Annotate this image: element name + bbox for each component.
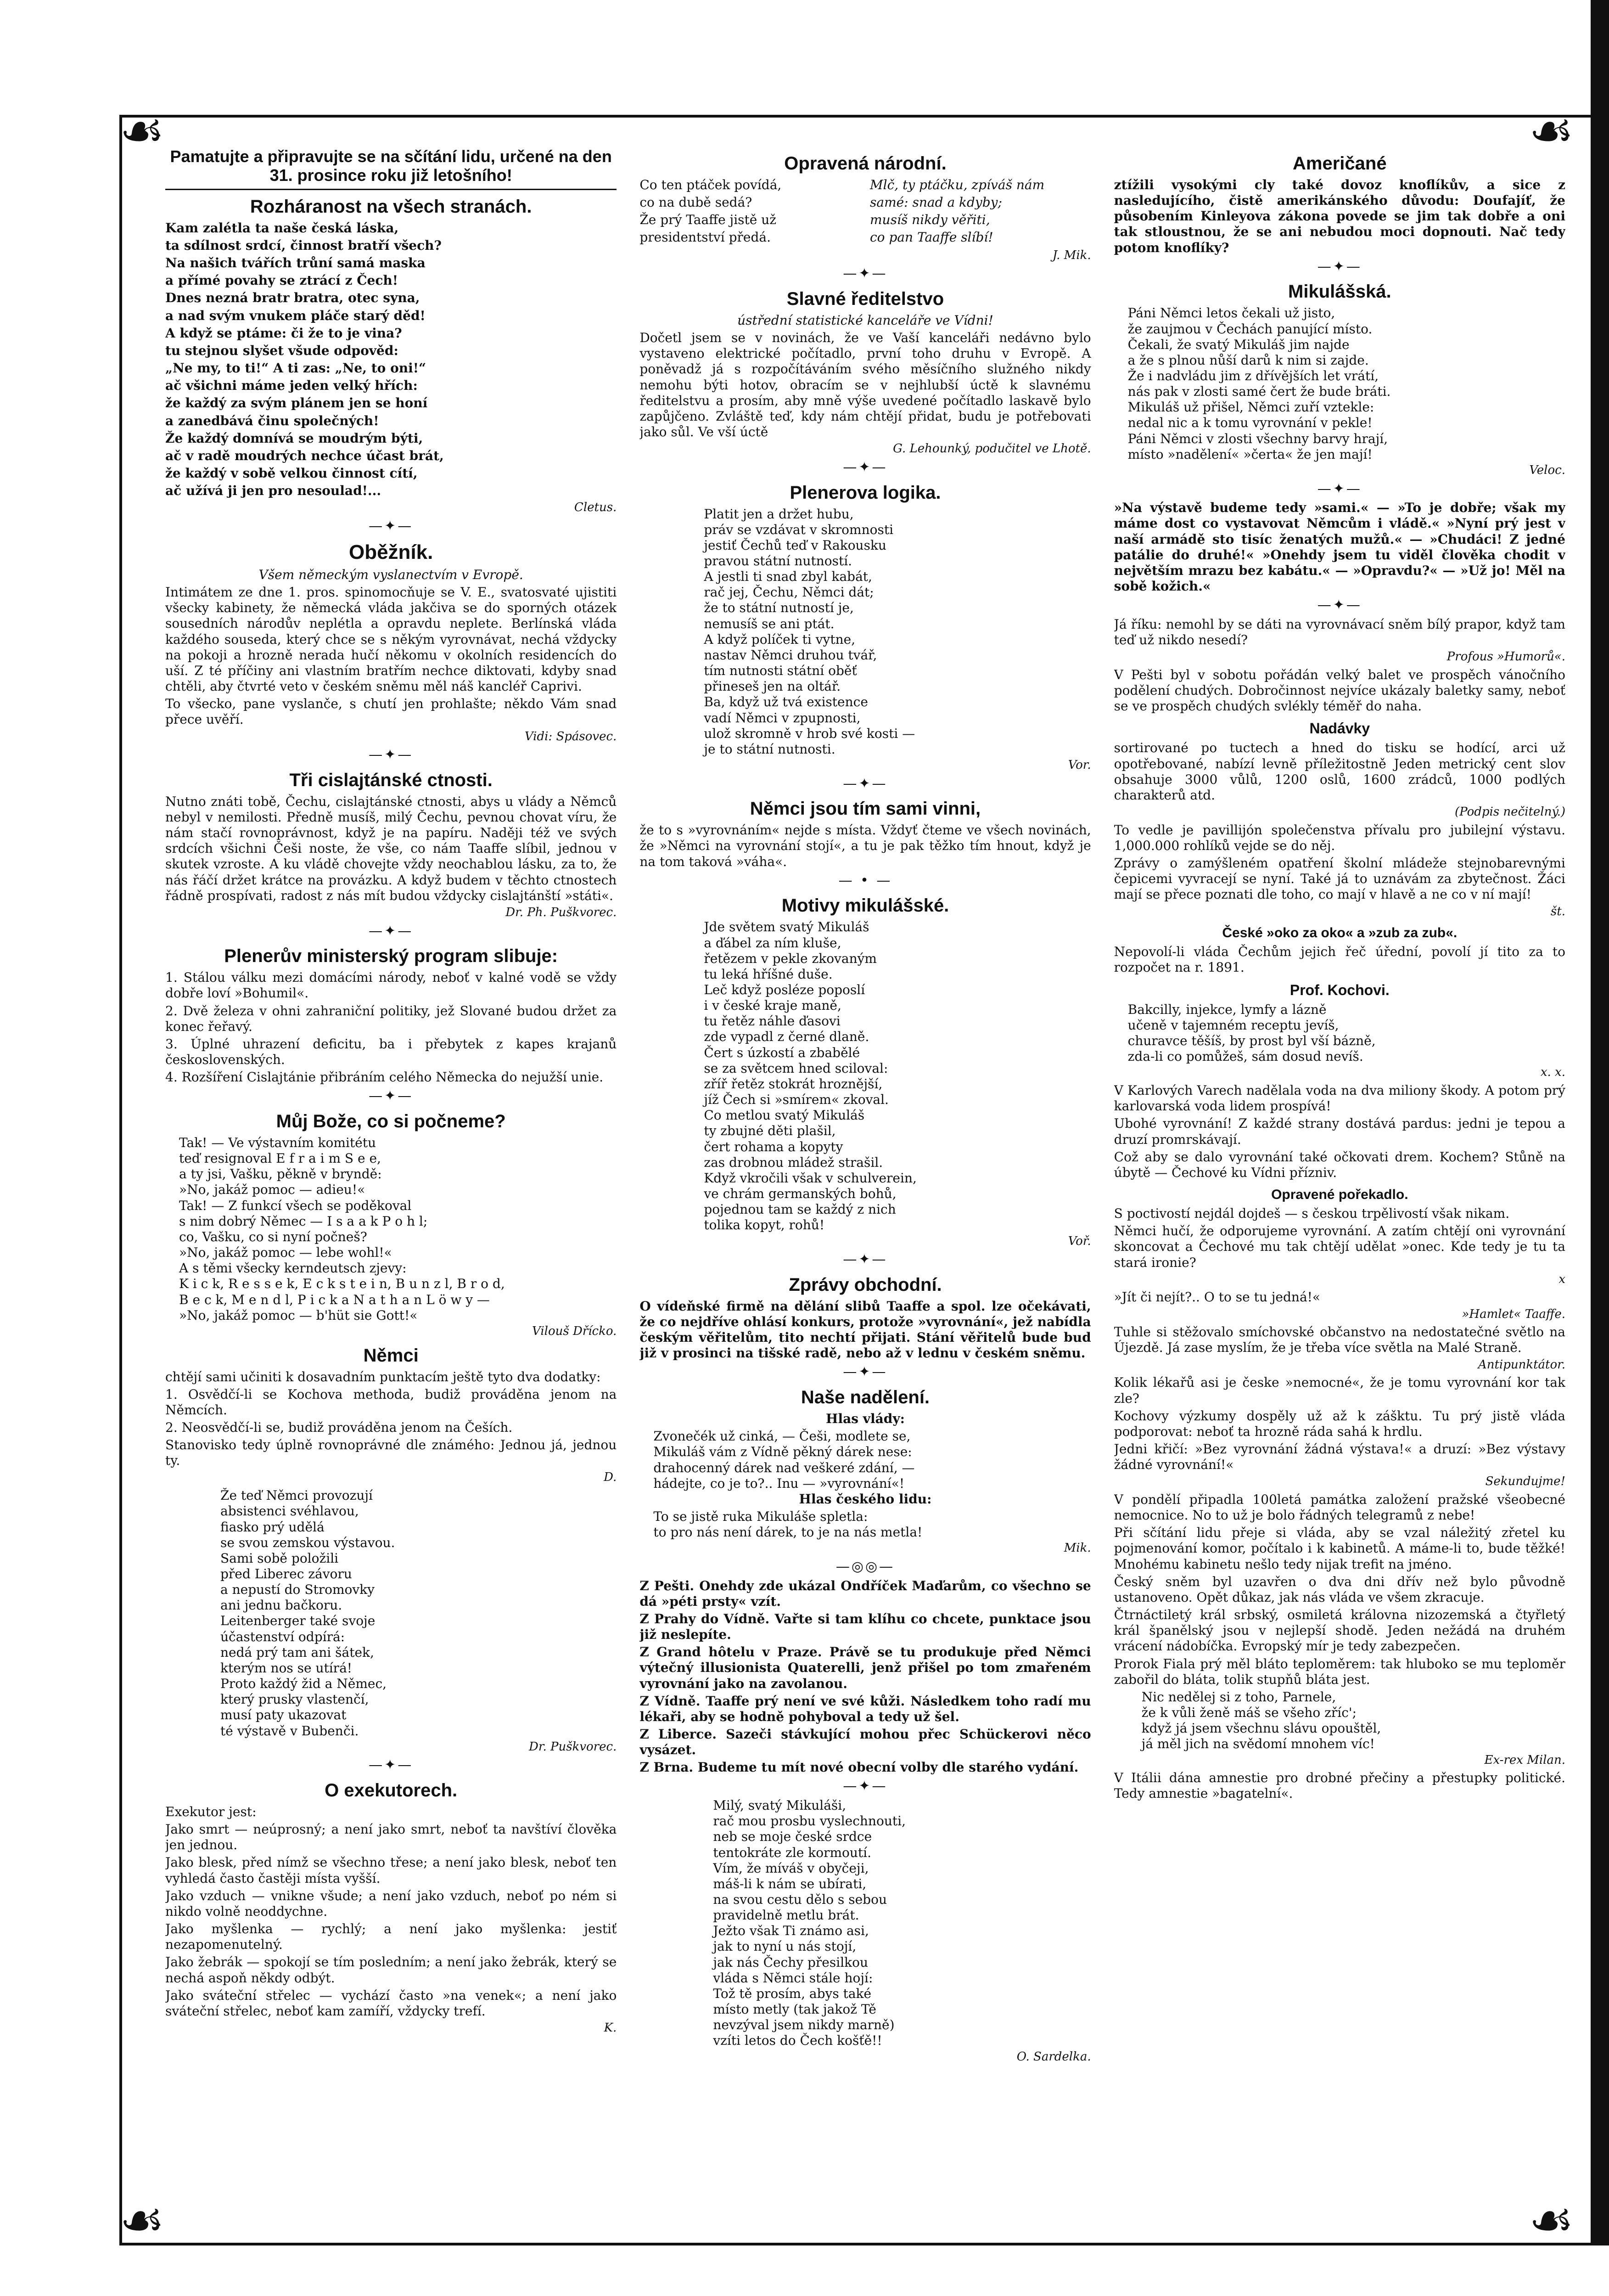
poem-line: Kam zalétla ta naše česká láska, [165, 220, 399, 236]
poem-line: a ty jsi, Vašku, pěkně v bryndě: [179, 1166, 382, 1182]
tuhle-signature: Antipunktátor. [1478, 1357, 1565, 1372]
vystave-body: »Na výstavě budeme tedy »sami.« — »To je dobře; však my máme dost co vystavovat Němcům i vládě.« »Nyní prý jest v naší armádě sto tisíc ženatých mužů.« — »Chudáci! Z jedné patálie do druhé!« »Onehdy jsem tu viděl člověka chodit v největším mrazu bez kabátu.« — »Opravdu?« — »Už jo! Měl na sobě kožich.« [1114, 500, 1565, 594]
poem-line: Nic nedělej si z toho, Parnele, [1141, 1689, 1336, 1705]
poem-line: teď resignoval E f r a i m S e e, [179, 1151, 381, 1166]
poem-line: se za světcem hned sciloval: [704, 1060, 888, 1076]
poem-line: na svou cestu dělo s sebou [713, 1892, 887, 1907]
koch-poem [1114, 1002, 1565, 1065]
poem-line: té výstavě v Bubenči. [220, 1723, 359, 1739]
poem-line: Mlč, ty ptáčku, zpíváš nám [870, 177, 1045, 192]
poem-line: jíž Čech si »smírem« zkoval. [704, 1092, 889, 1108]
poem-line: nevzýval jsem nikdy marně) [713, 2017, 895, 2033]
poem-line: ani jednu bačkoru. [220, 1598, 342, 1613]
poem-line: a že s plnou nůší darů k nim si zajde. [1127, 352, 1369, 368]
poem-line: čert rohama a kopyty [704, 1139, 843, 1154]
italie-body: V Itálii dána amnestie pro drobné přečiny a přestupky politické. Tedy amnestie »bagatelní«. [1114, 1770, 1565, 1801]
cesky-snem-body: Český sněm byl uzavřen o dva dni dřív než bylo původně ustanoveno. Opět důkaz, jak nás vláda ve všem zkracuje. [1114, 1574, 1565, 1605]
americane-body: ztížili vysokými cly také dovoz knoflíkův, a sice z nasledujícího, čistě amerikánského důvodu: Doufajíť, že působením Kinleyova zákona povede se jim tak dobře a oni tak stloustnou, že se ani nebudou moci dopnouti. Nač tedy potom knoflíky? [1114, 177, 1565, 255]
poem-line: Zvonečék už cinká, — Češi, modlete se, [653, 1429, 911, 1444]
poem-line: ta sdílnost srdcí, činnost bratří všech? [165, 237, 442, 253]
poem-line: co na dubě sedá? [639, 195, 752, 210]
jedni-body: Jedni křičí: »Bez vyrovnání žádná výstava!« a druzí: »Bez výstavy žádné vyrovnání!« [1114, 1441, 1565, 1473]
poem-line: Čekali, že svatý Mikuláš jim najde [1127, 337, 1350, 352]
poem-line: rač jej, Čechu, Němci dát; [704, 585, 874, 600]
nemci-body: chtějí sami učiniti k dosavadním punktacím ještě tyto dva dodatky: [165, 1369, 601, 1384]
poem-line: Že teď Němci provozují [220, 1488, 373, 1503]
poem-line: co, Vašku, co si nyní počneš? [179, 1229, 367, 1244]
poem-line: pravou státní nutností. [704, 553, 852, 568]
nadavky-title: Nadávky [1309, 720, 1370, 737]
poem-line: místo metly (tak jakož Tě [713, 2002, 876, 2017]
poem-line: »No, jakáž pomoc — b'hüt sie Gott!« [179, 1307, 418, 1323]
zpravy-title: Zprávy obchodní. [789, 1274, 942, 1295]
poem-line: vláda s Němci stále hojí: [713, 1970, 873, 1986]
poem-line: řetězem v pekle zkovaným [704, 951, 877, 966]
opravena-signature: J. Mik. [1052, 248, 1091, 262]
exekutor-title: O exekutorech. [325, 1780, 458, 1801]
poem-line: Tož tě prosím, abys také [713, 1986, 872, 2001]
poem-line: neb se moje české srdce [713, 1829, 872, 1845]
obeznik-subtitle: Všem německým vyslanectvím v Evropě. [258, 567, 523, 582]
divider-ornament-icon: —◎◎— [835, 1559, 895, 1575]
poem-line: Dnes nezná bratr bratra, otec syna, [165, 290, 420, 306]
poem-line: »No, jakáž pomoc — lebe wohl!« [179, 1245, 392, 1261]
program-list [165, 970, 617, 1085]
poem-line: ač v radě moudrých nechce účast brát, [165, 448, 444, 463]
nadeleni-signature: Mik. [1064, 1541, 1091, 1555]
exekutor-list [165, 1822, 617, 2019]
list-item: Jako myšlenka — rychlý; a není jako myšlenka: jestiť nezapomenutelný. [165, 1921, 617, 1953]
zpravy-body: O vídeňské firmě na dělání slibů Taaffe a spol. lze očekávati, že co nejdříve ohlásí konkurs, protože »vyrovnání«, jež nabídla českým věřitelům, tito nechtí přijati. Stání věřitelů bude bud již v prosinci na tišské radě, nebo až v lednu v českém sněmu. [639, 1298, 1091, 1361]
divider-ornament-icon: —✦— [843, 1251, 888, 1268]
parnele-signature: Ex-rex Milan. [1484, 1753, 1565, 1767]
poem-line: To se jistě ruka Mikuláše spletla: [653, 1508, 868, 1524]
nemci-title: Němci [363, 1345, 419, 1366]
program-title: Plenerův ministerský program slibuje: [224, 946, 558, 967]
divider-ornament-icon: —✦— [369, 1757, 414, 1773]
nemci-body-2: Stanovisko tedy úplně rovnoprávné dle známého: Jednou já, jednou ty. [165, 1437, 617, 1469]
poem-line: nedal nic a k tomu vyrovnání v pekle! [1127, 415, 1373, 431]
poem-line: ulož skromně v hrob své kosti — [704, 726, 915, 741]
poem-line: když já jsem všechnu slávu opouštěl, [1141, 1721, 1381, 1736]
corner-ornament-icon: ☙ [119, 2191, 165, 2250]
list-item: 1. Osvědčí-li se Kochova methoda, budiž prováděna jenom na Němcích. [165, 1386, 617, 1418]
news-item: Z Brna. Budeme tu mít nové obecní volby dle starého vydání. [639, 1760, 1079, 1775]
divider-ornament-icon: —✦— [369, 1088, 414, 1104]
news-item: Z Prahy do Vídně. Vařte si tam klíhu co chcete, punktace jsou již neslepíte. [639, 1611, 1091, 1643]
news-item: Z Pešti. Onehdy zde ukázal Ondříček Maďarům, co všechno se dá »péti prsty« vzít. [639, 1578, 1091, 1609]
poem-line: zde vypadl z černé dlaně. [704, 1029, 869, 1045]
program-item: 2. Dvě železa v ohni zahraniční politiky, jež Slované budou držet za konec řeřavý. [165, 1003, 617, 1034]
divider-ornament-icon: — • — [838, 872, 892, 889]
poem-line: tu řetěz náhle ďasovi [704, 1013, 841, 1029]
divider-ornament-icon: —✦— [369, 518, 414, 534]
poem-line: a ďábel za ním kluše, [704, 935, 841, 951]
poem-line: absistenci svéhlavou, [220, 1503, 359, 1519]
poem-line: pravidelně metlu brát. [713, 1908, 859, 1923]
fiala-body: Prorok Fiala prý měl bláto teploměrem: tak hluboko se mu teploměr zabořil do bláta, tolik stupňů bláta jest. [1114, 1656, 1565, 1687]
mily-poem [639, 1798, 1091, 2049]
poem-line: fiasko prý udělá [220, 1519, 325, 1535]
poem-line: Páni Němci v zlosti všechny barvy hrají, [1127, 431, 1388, 446]
nemci-signature: D. [604, 1470, 617, 1485]
poem-line: A s těmi všecky kerndeutsch zjevy: [179, 1261, 407, 1276]
poem-line: „Ne my, to ti!“ A ti zas: „Ne, to oni!“ [165, 360, 426, 376]
poem-line: tu stejnou slyšet všude odpověd: [165, 343, 398, 358]
poem-line: ač všichni máme jeden velký hřích: [165, 378, 418, 394]
poem-line: a nad svým vnukem pláče starý děd! [165, 308, 426, 323]
column-1 [165, 147, 617, 2223]
poem-line: Vím, že míváš v obyčeji, [713, 1860, 869, 1876]
poem-line: že k vůli ženě máš se všeho zříc'; [1141, 1705, 1357, 1721]
divider-ornament-icon: —✦— [1317, 258, 1362, 275]
reditelstvo-body: Dočetl jsem se v novinách, že ve Vaší kanceláři nedávno bylo vystaveno elektrické počítadlo, první toho druhu v Evropě. A poněvadž já s rozpočítáváním svého měsíčního služného nikdy nemohu býti hotov, obracím se v nejhlubší úctě k slavnému ředitelstvu a prosím, aby mně výše uvedené počítadlo laskavě bylo zapůjčeno. Zvláště teď, kdy nám chtějí přidat, budu je potřebovati jako sůl. Ve vší úctě [639, 330, 1091, 440]
poem-line: Co metlou svatý Mikuláš [704, 1108, 865, 1123]
poem-line: učeně v tajemném receptu jevíš, [1127, 1017, 1339, 1033]
poem-line: práv se vzdávat v skromnosti [704, 522, 894, 537]
column-2 [639, 147, 1091, 2223]
news-item: Z Liberce. Sazeči stávkující mohou přec Schückerovi něco vysázet. [639, 1727, 1091, 1758]
poem-line: B e c k, M e n d l, P i c k a N a t h a n L ö w y — [179, 1292, 490, 1307]
nemci-list [165, 1387, 617, 1435]
poem-line: že zaujmou v Čechách panující místo. [1127, 321, 1373, 337]
poem-line: Když vkročili však v schulverein, [704, 1170, 917, 1186]
tri-ctnosti-signature: Dr. Ph. Puškvorec. [505, 905, 617, 919]
reditelstvo-signature: G. Lehounký, podučitel ve Lhotě. [893, 442, 1091, 456]
obeznik-body: Intimátem ze dne 1. pros. spinomocňuje se V. E., svatosvaté ujistiti všecky kabinety, že německá vláda jakčiva se do sporných otázek sousedních národův neplétla a opravdu neplete. Berlínská vláda každého souseda, který chce se s někým vyrovnávat, nechá vždycky na pokoji a hrozně nerada hučí někomu v okolních residencích do uší. Z té příčiny ani vlastním bratřím nechce diktovati, kdyby snad chtěli, aby čtvrté veto v českém sněmu měl náš kancléř Caprivi. [165, 585, 617, 694]
hlas-lidu-poem [639, 1509, 1091, 1540]
program-item: 1. Stálou válku mezi domácími národy, neboť v kalné vodě se vždy dobře loví »Bohumil«. [165, 970, 617, 1001]
list-item: Jako žebrák — spokojí se tím posledním; a není jako žebrák, který se nechá aspoň někdy odbýt. [165, 1954, 617, 1986]
poem-line: a přímé povahy se ztrácí z Čech! [165, 273, 398, 288]
list-item: 2. Neosvědčí-li se, budiž prováděna jenom na Češích. [165, 1420, 513, 1435]
muj-boze-signature: Vilouš Dřícko. [532, 1324, 617, 1338]
jit-signature: »Hamlet« Taaffe. [1462, 1307, 1565, 1321]
poem-line: vzíti letos do Čech košťě!! [713, 2033, 882, 2048]
program-item: 4. Rozšíření Cislajtánie přibráním celého Německa do nejužší unie. [165, 1069, 604, 1085]
poem-line: Ježto však Ti známo asi, [713, 1923, 869, 1939]
provozuji-signature: Dr. Puškvorec. [529, 1739, 617, 1754]
obeznik-title: Oběžník. [348, 540, 433, 563]
poem-line: nastav Němci druhou tvář, [704, 647, 877, 663]
poem-line: vadí Němci v zpupnosti, [704, 710, 861, 726]
pesti-balet-body: V Pešti byl v sobotu pořádán velký balet ve prospěch vánočního podělení chudých. Dobročinnost nejvíce ukázaly baletky samy, neboť se ve prospěch chudých svlékly téměř do naha. [1114, 667, 1565, 714]
corner-ornament-icon: ☙ [1529, 2191, 1574, 2250]
news-item: Z Vídně. Taaffe prý není ve své kůži. Následkem toho radí mu lékaři, aby se hodně pohyboval a tedy už šel. [639, 1693, 1091, 1724]
poem-line: to pro nás není dárek, to je na nás metla! [653, 1525, 923, 1540]
newspaper-columns [165, 147, 1565, 2223]
hlas-vlady-label: Hlas vlády: [826, 1411, 905, 1427]
muj-boze-title: Můj Bože, co si počneme? [276, 1111, 506, 1131]
poem-line: že každý za svým plánem jen se honí [165, 395, 428, 411]
nadavky-body: sortirované po tuctech a hned do tisku se hodící, arci už opotřebované, nabízí levně příležitostně Jeden metrický cent slov obsahuje 3000 vůlů, 1200 oslů, 1600 zrádců, 1000 podlých charakterů atd. [1114, 740, 1565, 803]
poem-line: místo »nadělení« »čerta« že jen mají! [1127, 446, 1373, 462]
mikulasska-title: Mikulášská. [1288, 281, 1391, 302]
divider-ornament-icon: —✦— [843, 1778, 888, 1795]
divider-ornament-icon: —✦— [843, 459, 888, 475]
corner-ornament-icon: ☙ [1529, 101, 1574, 160]
poem-line: že každý v sobě velkou činnost cítí, [165, 465, 418, 481]
americane-title: Američané [1293, 153, 1387, 174]
kochovy-body: Kochovy výzkumy dospěly už až k zášktu. Tu prý jistě vláda podporovat: neboť ta hrozně ráda sahá k hrdlu. [1114, 1408, 1565, 1439]
poem-line: Ba, když už tvá existence [704, 694, 868, 710]
census-banner: Pamatujte a připravujte se na sčítání lidu, určené na den 31. prosince roku již letošního! [165, 147, 617, 190]
poem-line: Jde světem svatý Mikuláš [704, 919, 869, 935]
poem-line: Leitenberger také svoje [220, 1613, 376, 1629]
riku-body: Já říku: nemohl by se dáti na vyrovnávací sněm bílý prapor, když tam teď už nikdo nesedí? [1114, 616, 1565, 647]
obeznik-body-2: To všecko, pane vyslanče, s chutí jen prohlašte; někdo Vám snad přece uvěří. [165, 696, 617, 727]
parnele-poem [1114, 1689, 1565, 1752]
divider-ornament-icon: —✦— [843, 1364, 888, 1380]
uhohe-body: Ubohé vyrovnání! Z každé strany dostává pardus: jedni je tepou a druzí promrskávají. [1114, 1116, 1565, 1147]
poem-line: Že i nadvládu jim z dřívějších let vrátí, [1127, 368, 1379, 383]
divider-ornament-icon: —✦— [369, 923, 414, 939]
ockovat-body: Což aby se dalo vyrovnání také očkovati drem. Kochem? Stůně na úbytě — Čechové ku Vídni přízniv. [1114, 1149, 1565, 1180]
news-item: Z Grand hôtelu v Praze. Právě se tu produkuje před Němci výtečný illusionista Quaterelli, jenž přišel po tom zmařeném vyrovnání jako na zavolanou. [639, 1644, 1091, 1691]
jit-body: »Jít či nejít?.. O to se tu jedná!« [1114, 1289, 1321, 1305]
zpravy-mladez-body: Zprávy o zamýšleném opatření školní mládeže stejnobarevnými čepicemi vyvracejí se nyní. Také já to uznávám za zbytečnost. Žáci mají se přece poznati dle toho, co mají v hlavě a ne co v ní mají! [1114, 855, 1565, 902]
program-item: 3. Úplné uhrazení deficitu, ba i přebytek z kapes krajanů československých. [165, 1036, 617, 1068]
kolik-body: Kolik lékařů asi je česke »nemocné«, že je tomu vyrovnání kor tak zle? [1114, 1375, 1565, 1406]
reditelstvo-subtitle: ústřední statistické kanceláře ve Vídni! [737, 312, 993, 328]
mikulasska-signature: Veloc. [1529, 463, 1565, 477]
oko-body: Nepovolí-li vláda Čechům jejich řeč úřední, povolí jí tito za to rozpočet na r. 1891. [1114, 944, 1565, 975]
porekadlo-body: S poctivostí nejdál dojdeš — s českou trpělivostí však nikam. [1114, 1206, 1510, 1221]
poem-line: co pan Taaffe slíbí! [870, 230, 993, 245]
column-3 [1114, 147, 1565, 2223]
mikulasska-poem [1114, 305, 1565, 462]
poem-line: Tak! — Z funkcí všech se poděkoval [179, 1198, 412, 1213]
exekutor-signature: K. [604, 2021, 617, 2035]
poem-line: jak to nyní u nás stojí, [713, 1939, 857, 1954]
poem-line: účastenství odpírá: [220, 1629, 345, 1644]
poem-line: ve chrám germanských bohů, [704, 1186, 897, 1202]
poem-line: tu leká hříšné duše. [704, 966, 833, 982]
riku-signature: Profous »Humorů«. [1446, 650, 1565, 664]
divider-ornament-icon: —✦— [369, 747, 414, 763]
poem-line: Proto každý žid a Němec, [220, 1676, 387, 1692]
poem-line: a nepustí do Stromovky [220, 1582, 375, 1598]
corner-ornament-icon: ☙ [119, 101, 165, 160]
poem-line: tím nutnosti státní oběť [704, 663, 857, 679]
oko-title: České »oko za oko« a »zub za zub«. [1222, 925, 1458, 941]
opravena-left [639, 177, 861, 248]
opravena-title: Opravená národní. [784, 153, 947, 174]
poem-line: rač mou prosbu vyslechnouti, [713, 1813, 906, 1829]
obeznik-signature: Vidi: Spásovec. [524, 729, 617, 743]
nemci-huci-signature: x [1559, 1272, 1565, 1286]
poem-line: s nim dobrý Němec — I s a a k P o h l; [179, 1213, 428, 1229]
jedni-signature: Sekundujme! [1485, 1474, 1565, 1489]
poem-line: musíš nikdy věřiti, [870, 212, 990, 228]
pesti-list [639, 1578, 1091, 1776]
opravena-right [870, 177, 1091, 248]
pondeli-body: V pondělí připadla 100letá památka založení pražské všeobecné nemocnice. No to už je bolo řádných telegramů z nebe! [1114, 1492, 1565, 1523]
koch-signature: x. x. [1540, 1065, 1565, 1080]
plenerova-signature: Vor. [1068, 758, 1091, 772]
poem-line: Páni Němci letos čekali už jisto, [1127, 305, 1335, 321]
poem-line: »No, jakáž pomoc — adieu!« [179, 1182, 365, 1198]
poem-line: kterým nos se utírá! [220, 1660, 353, 1676]
plenerova-poem [639, 506, 1091, 758]
poem-line: zas drobnou mládež strašil. [704, 1154, 883, 1170]
poem-line: Mikuláš vám z Vídně pěkný dárek nese: [653, 1444, 912, 1460]
poem-line: Co ten ptáček povídá, [639, 177, 782, 192]
poem-line: je to státní nutnosti. [704, 741, 835, 757]
poem-line: tolika kopyt, rohů! [704, 1217, 825, 1233]
poem-line: samé: snad a kdyby; [870, 195, 1002, 210]
poem-line: přineseš jen na oltář. [704, 679, 841, 694]
poem-line: ač užívá ji jen pro nesoulad!... [165, 483, 381, 499]
motivy-signature: Voř. [1068, 1234, 1091, 1248]
porekadlo-title: Opravené pořekadlo. [1271, 1187, 1408, 1203]
poem-line: musí paty ukazovat [220, 1707, 347, 1723]
poem-line: jak nás Čechy přesilkou [713, 1954, 869, 1970]
poem-line: zříř řetěz stokrát hroznější, [704, 1076, 883, 1092]
poem-line: Na našich tvářích trůní samá maska [165, 255, 426, 271]
hlas-vlady-poem [639, 1429, 1091, 1491]
poem-line: já měl jich na svědomí mnohem víc! [1141, 1736, 1375, 1752]
nadeleni-title: Naše nadělení. [801, 1387, 930, 1408]
poem-line: máš-li k nám se ubírati, [713, 1876, 867, 1891]
motivy-poem [639, 919, 1091, 1233]
poem-line: K i c k, R e s s e k, E c k s t e i n, B u n z l, B r o d, [179, 1276, 505, 1292]
rozharanost-poem [165, 220, 617, 499]
poem-line: Bakcilly, injekce, lymfy a lázně [1127, 1002, 1327, 1017]
plenerova-title: Plenerova logika. [790, 482, 941, 503]
tri-ctnosti-title: Tři cislajtánské ctnosti. [289, 770, 493, 790]
poem-line: který prusky vlastenčí, [220, 1692, 369, 1707]
poem-line: se svou zemskou výstavou. [220, 1535, 395, 1550]
mily-signature: O. Sardelka. [1016, 2049, 1091, 2064]
poem-line: Leč když posléze poposlí [704, 982, 865, 997]
poem-line: Milý, svatý Mikuláši, [713, 1798, 847, 1813]
poem-line: churavce těšíš, by prost byl vší bázně, [1127, 1033, 1376, 1049]
poem-line: drahocenný dárek nad veškeré zdání, — [653, 1460, 915, 1475]
poem-line: Sami sobě položili [220, 1550, 339, 1566]
divider-ornament-icon: —✦— [1317, 480, 1362, 497]
poem-line: nemusíš se ani ptát. [704, 616, 835, 631]
muj-boze-poem [165, 1135, 617, 1323]
poem-line: zda-li co pomůžeš, sám dosud nevíš. [1127, 1049, 1363, 1064]
poem-line: nás pak v zlosti samé čert že bude bráti. [1127, 384, 1391, 400]
koch-title: Prof. Kochovi. [1289, 981, 1390, 998]
poem-line: Že každý domnívá se moudrým býti, [165, 430, 423, 446]
list-item: Jako smrt — neúprosný; a není jako smrt, neboť ta navštíví člověka jen jednou. [165, 1822, 617, 1853]
poem-line: Platit jen a držet hubu, [704, 506, 854, 522]
zpravy-mladez-signature: št. [1550, 904, 1565, 918]
poem-line: A když se ptáme: či že to je vina? [165, 325, 402, 341]
pavillon-body: To vedle je pavillijón společenstva přívalu pro jubilejní výstavu. 1,000.000 rohlíků vejde se do něj. [1114, 822, 1565, 853]
provozuji-poem [165, 1488, 617, 1739]
poem-line: Že prý Taaffe jistě už [639, 212, 777, 228]
list-item: Jako blesk, před nímž se všechno třese; a není jako blesk, neboť ten vyhledá často častěji místa vyšší. [165, 1855, 617, 1886]
hlas-lidu-label: Hlas českého lidu: [799, 1491, 932, 1507]
poem-line: A jestli ti snad zbyl kabát, [704, 569, 872, 585]
poem-line: před Liberec závoru [220, 1566, 352, 1581]
opravena-poem [639, 177, 1091, 248]
divider-ornament-icon: —✦— [843, 265, 888, 282]
nemci-huci-body: Němci hučí, že odporujeme vyrovnání. A zatím chtějí oni vyrovnání skoncovat a Čechové mu tak chtějí udělat »onec. Kde tedy je tu ta stará ironie? [1114, 1223, 1565, 1270]
tri-ctnosti-body: Nutno znáti tobě, Čechu, cislajtánské ctnosti, abys u vlády a Němců nebyl v nemilosti. Předně musíš, milý Čechu, pevnou chovat víru, že nám stačí rovnoprávnost, když je na papíru. Naději též ve svých srdcích všichni Češi noste, že vše, co nám Taaffe slíbil, jednou v skutek vzroste. A ku vládě chovejte vždy neochablou lásku, za to, že nás řáčí držet krátce na provázku. A když budem v těchto ctnostech řádně prospívati, radost z nás mít budou vždycky cislajtánští »státi«. [165, 793, 617, 903]
poem-line: tentokráte zle kormoutí. [713, 1845, 871, 1860]
nemci-vinni-title: Němci jsou tím sami vinni, [750, 799, 981, 819]
tuhle-body: Tuhle si stěžovalo smíchovské občanstvo na nedostatečné světlo na Újezdě. Já zase myslím, že je třeba více světla na Malé Straně. [1114, 1324, 1565, 1356]
divider-ornament-icon: —✦— [843, 775, 888, 792]
karlovy-body: V Karlových Varech nadělala voda na dva miliony škody. A potom prý karlovarská voda lidem prospívá! [1114, 1083, 1565, 1114]
poem-line: pojednou tam se každý z nich [704, 1202, 896, 1217]
reditelstvo-title: Slavné ředitelstvo [786, 288, 944, 309]
poem-line: Tak! — Ve výstavním komitétu [179, 1135, 376, 1150]
ctrnactilety-body: Čtrnáctiletý král srbský, osmiletá královna nizozemská a čtyřletý král španělský jsou v nejlepší shodě. Jeden nežádá na druhém vrácení nádobíčka. Evropský mír je tedy zabezpečen. [1114, 1607, 1565, 1654]
scitani-body: Při sčítání lidu přeje si vláda, aby se vzal náležitý zřetel ku pojmenování komor, počítalo i k kabinetů. A máme-li to, bude těžké! Mnohému kabinetu nešlo tedy nijak trefit na jméno. [1114, 1525, 1565, 1572]
motivy-title: Motivy mikulášské. [781, 895, 949, 916]
poem-line: hádejte, co je to?.. Inu — »vyrovnání«! [653, 1475, 905, 1491]
nadavky-signature: (Podpis nečitelný.) [1454, 805, 1565, 819]
poem-line: jestiť Čechů teď v Rakousku [704, 537, 886, 553]
list-item: Jako vzduch — vnikne všude; a není jako vzduch, neboť po ném si nikdo volně neoddychne. [165, 1888, 617, 1919]
poem-line: i v české kraje maně, [704, 998, 841, 1013]
poem-line: že to státní nutností je, [704, 600, 854, 616]
poem-line: presidentství předá. [639, 230, 771, 245]
rozharanost-signature: Cletus. [574, 501, 617, 515]
poem-line: Mikuláš už přišel, Němci zuří vztekle: [1127, 400, 1374, 415]
rozharanost-title: Rozháranost na všech stranách. [250, 196, 532, 217]
nemci-vinni-body: že to s »vyrovnáním« nejde s místa. Vždyť čteme ve všech novinách, že »Němci na vyrovnání stojí«, a tu je pak těžko tím hnout, když je na tom taková »váha«. [639, 822, 1091, 869]
poem-line: Čert s úzkostí a zbabělé [704, 1045, 860, 1060]
divider-ornament-icon: —✦— [1317, 597, 1362, 613]
poem-line: a zanedbává činu společných! [165, 413, 379, 428]
poem-line: ty zbujné děti plašil, [704, 1123, 836, 1139]
exekutor-intro: Exekutor jest: [165, 1804, 257, 1820]
list-item: Jako sváteční střelec — vychází často »na venek«; a není jako sváteční střelec, neboť kam zamíří, vždycky trefí. [165, 1987, 617, 2019]
poem-line: A když políček ti vytne, [704, 631, 856, 647]
poem-line: nedá prý tam ani šátek, [220, 1644, 374, 1660]
